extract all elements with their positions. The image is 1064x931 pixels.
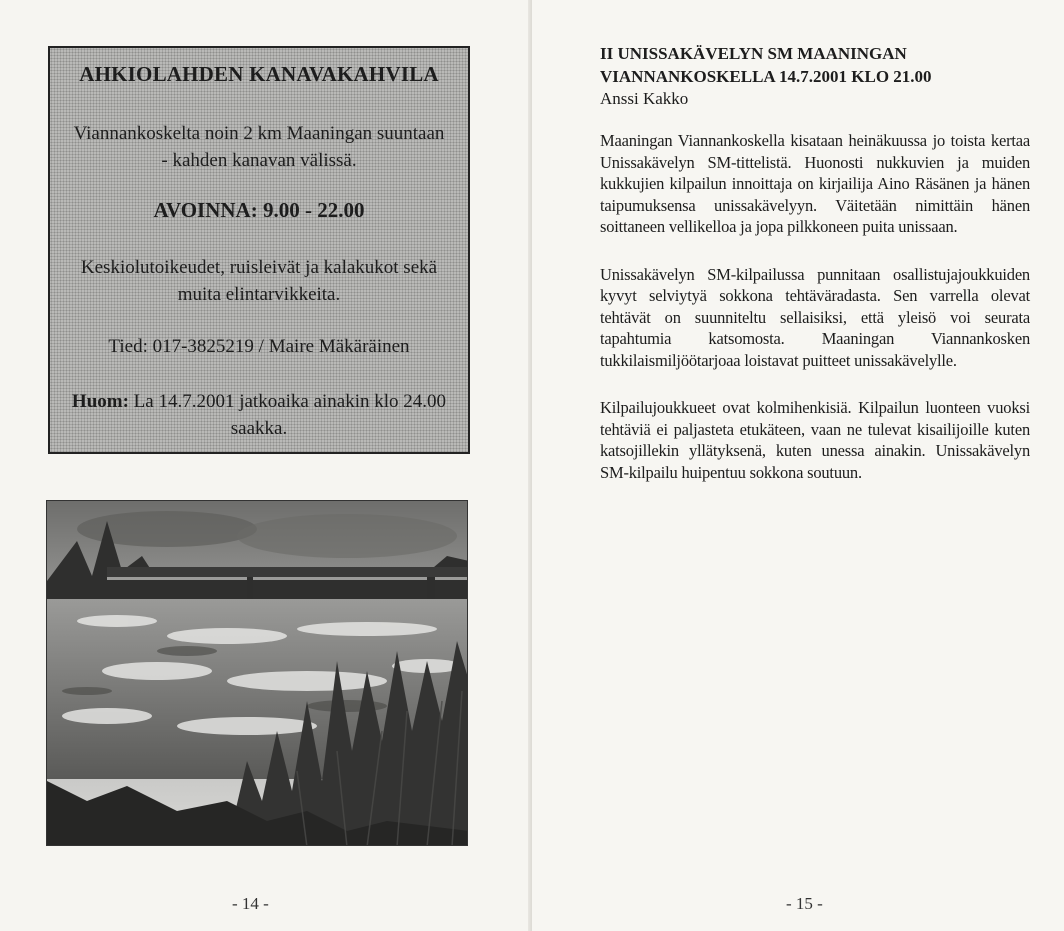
ad-opening-hours: AVOINNA: 9.00 - 22.00 — [153, 198, 365, 222]
ad-contact: Tied: 017-3825219 / Maire Mäkäräinen — [108, 336, 410, 357]
page-number-right: - 15 - — [786, 894, 823, 913]
ad-directions: Viannankoskelta noin 2 km Maaningan suuntaan - kahden kanavan välissä. — [73, 123, 445, 171]
article-paragraph: Maaningan Viannankoskella kisataan heinäkuussa jo toista kertaa Unissakävelyn SM-tittelistä. Huonosti nukkuvien ja muiden kukkujien kilpailun innoittaja on kirjailija Aino Räsänen ja hänen taipumuksensa unissakävelyyn. Väitetään nimittäin hänen soittaneen vellikelloa ja jopa pilkkoneen puita unissaan. — [600, 131, 1030, 236]
ad-note-label: Huom: — [71, 391, 129, 412]
article — [600, 42, 1030, 509]
article-title: II UNISSAKÄVELYN SM MAANINGAN VIANNANKOSKELLA 14.7.2001 KLO 21.00 — [600, 44, 932, 86]
right-page — [532, 0, 1064, 931]
river-photo-icon — [47, 501, 468, 846]
river-rapids-bridge-photo — [46, 500, 468, 846]
cafe-advertisement — [48, 46, 470, 454]
page-number-left: - 14 - — [232, 894, 269, 913]
ad-note-text: La 14.7.2001 jatkoaika ainakin klo 24.00 saakka. — [128, 391, 447, 439]
ad-note — [60, 388, 458, 442]
ad-products: Keskiolutoikeudet, ruisleivät ja kalakukot sekä muita elintarvikkeita. — [80, 257, 438, 305]
article-author: Anssi Kakko — [600, 89, 689, 108]
article-paragraph: Kilpailujoukkueet ovat kolmihenkisiä. Kilpailun luonteen vuoksi tehtäviä ei paljasteta etukäteen, vaan ne tulevat kisailijoille kuten katsojillekin yllätyksenä, kuten unessa ainakin. Unissakävelyn SM-kilpailu huipentuu sokkona soutuun. — [600, 398, 1030, 482]
ad-title: AHKIOLAHDEN KANAVAKAHVILA — [79, 62, 439, 86]
article-paragraph: Unissakävelyn SM-kilpailussa punnitaan osallistujajoukkuiden kyvyt selviytyä sokkona tehtäväradasta. Sen varrella olevat tehtävät on suunniteltu sellaisiksi, että yleisö voi seurata tapahtumia katsomosta. Maaningan Viannankosken tukkilaismiljöötarjoaa loistavat puitteet unissakävelylle. — [600, 264, 1030, 370]
